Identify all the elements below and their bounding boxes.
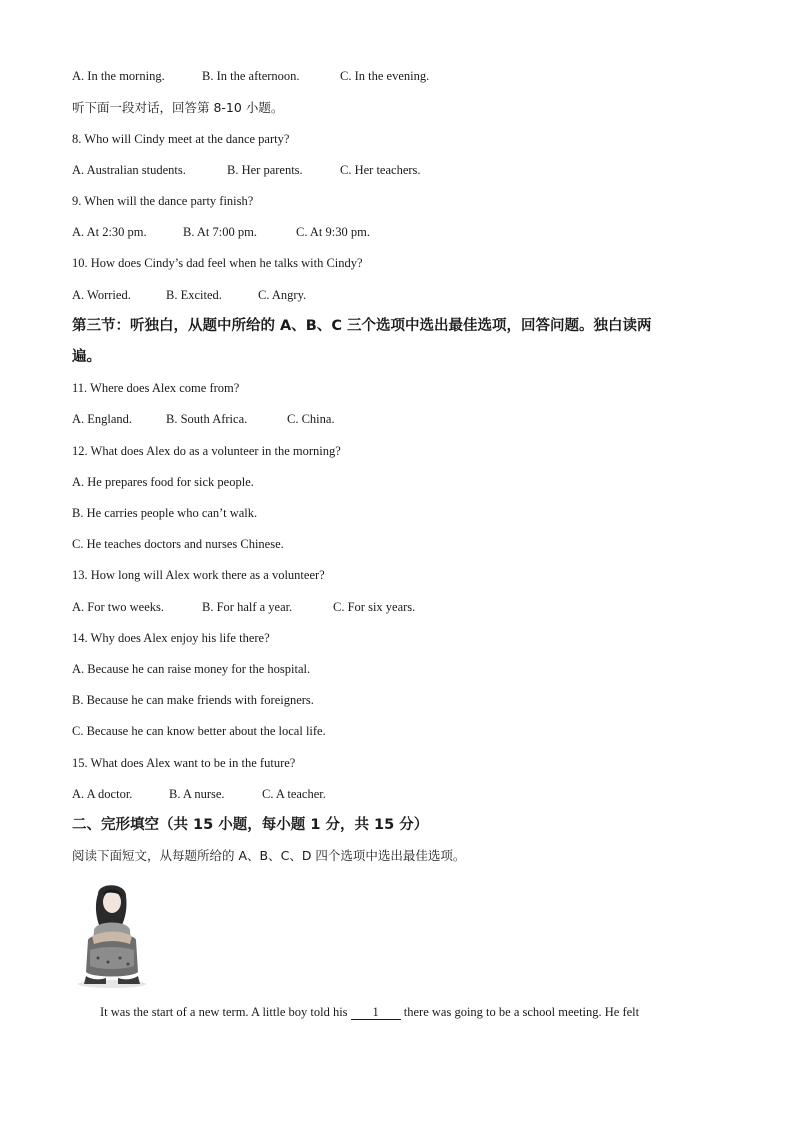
q15-options [72, 786, 326, 802]
q10-options [72, 287, 306, 303]
passage-text-after: there was going to be a school meeting. He felt [400, 1005, 640, 1019]
q12-option-b: B. He carries people who can’t walk. [72, 506, 258, 520]
q13-option-c: C. For six years. [333, 600, 416, 614]
q7-options [72, 68, 429, 84]
passage-first-line [100, 1004, 639, 1020]
q15-option-a: A. A doctor. [72, 787, 133, 801]
q15-option-b: B. A nurse. [169, 787, 225, 801]
q15-option-c: C. A teacher. [262, 787, 326, 801]
q14-stem: 14. Why does Alex enjoy his life there? [72, 631, 270, 645]
q9-option-c: C. At 9:30 pm. [296, 225, 370, 239]
q12-option-c: C. He teaches doctors and nurses Chinese. [72, 537, 284, 551]
q13-option-b: B. For half a year. [202, 600, 293, 614]
part2-heading: 二、完形填空（共 15 小题，每小题 1 分，共 15 分） [72, 817, 429, 833]
q11-options [72, 411, 335, 427]
q15-stem: 15. What does Alex want to be in the future? [72, 756, 296, 770]
section3-heading-line2: 遍。 [72, 349, 101, 365]
q11-option-c: C. China. [287, 412, 335, 426]
q12-stem: 12. What does Alex do as a volunteer in the morning? [72, 444, 341, 458]
q14-option-b: B. Because he can make friends with foreigners. [72, 693, 314, 707]
q12-option-a: A. He prepares food for sick people. [72, 475, 254, 489]
q10-option-c: C. Angry. [258, 288, 307, 302]
blank-1: 1 [351, 1006, 401, 1020]
q10-option-b: B. Excited. [166, 288, 222, 302]
q10-stem: 10. How does Cindy’s dad feel when he talks with Cindy? [72, 256, 363, 270]
q9-options [72, 224, 370, 240]
q9-option-a: A. At 2:30 pm. [72, 225, 147, 239]
q14-option-a: A. Because he can raise money for the hospital. [72, 662, 311, 676]
section3-heading-line1: 第三节：听独白，从题中所给的 A、B、C 三个选项中选出最佳选项，回答问题。独白读两 [72, 318, 652, 334]
q11-option-a: A. England. [72, 412, 133, 426]
q13-stem: 13. How long will Alex work there as a volunteer? [72, 568, 325, 582]
q9-option-b: B. At 7:00 pm. [183, 225, 257, 239]
girl-sitting-illustration [72, 880, 152, 990]
q8-option-b: B. Her parents. [227, 163, 303, 177]
q10-option-a: A. Worried. [72, 288, 131, 302]
q14-option-c: C. Because he can know better about the local life. [72, 724, 326, 738]
q8-option-a: A. Australian students. [72, 163, 186, 177]
passage-text-before: It was the start of a new term. A little boy told his [100, 1005, 351, 1019]
q8-options [72, 162, 421, 178]
q7-option-a: A. In the morning. [72, 69, 165, 83]
q9-stem: 9. When will the dance party finish? [72, 194, 254, 208]
q11-stem: 11. Where does Alex come from? [72, 381, 240, 395]
q7-option-c: C. In the evening. [340, 69, 430, 83]
q7-option-b: B. In the afternoon. [202, 69, 300, 83]
part2-instruction: 阅读下面短文，从每题所给的 A、B、C、D 四个选项中选出最佳选项。 [72, 848, 466, 863]
q13-option-a: A. For two weeks. [72, 600, 165, 614]
q8-option-c: C. Her teachers. [340, 163, 421, 177]
q11-option-b: B. South Africa. [166, 412, 248, 426]
instruction-8-10: 听下面一段对话，回答第 8-10 小题。 [72, 100, 284, 115]
q13-options [72, 599, 415, 615]
q8-stem: 8. Who will Cindy meet at the dance party? [72, 132, 290, 146]
